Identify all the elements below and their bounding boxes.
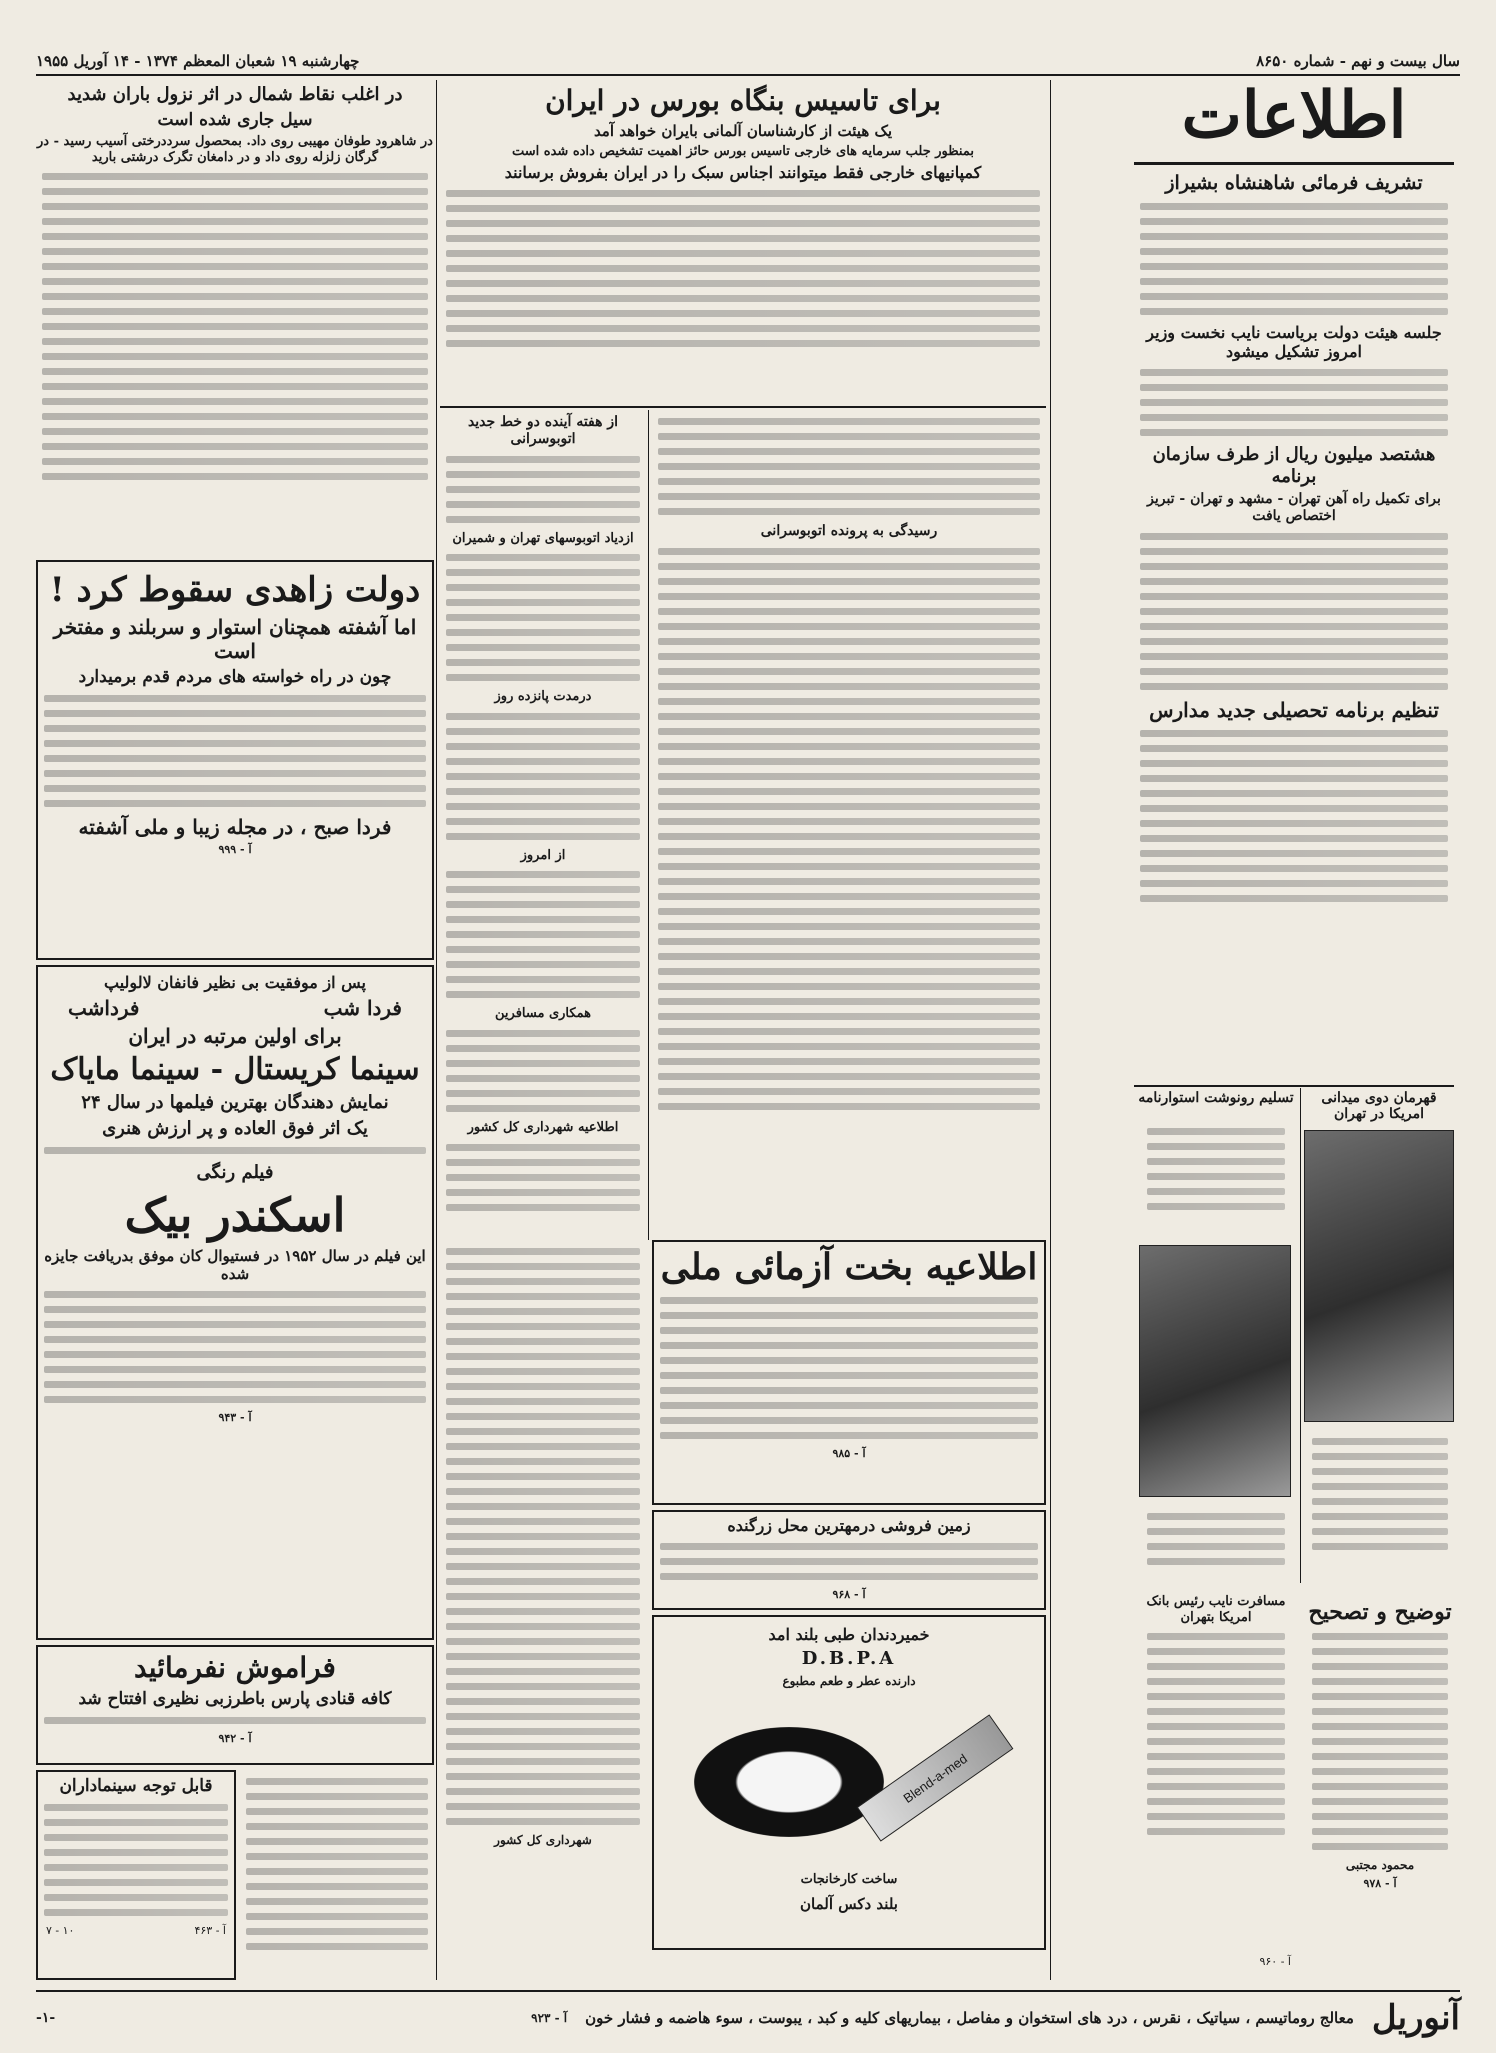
page-number: -۱- <box>36 2010 56 2026</box>
bourse-sub3: کمپانیهای خارجی فقط میتوانند اجناس سبک را در ایران بفروش برسانند <box>504 163 982 183</box>
cafe-ref: آ - ۹۴۲ <box>218 1731 252 1745</box>
toothpaste-ad <box>652 1615 1046 1950</box>
shahrdari-label: شهرداری کل کشور <box>494 1833 592 1847</box>
toothpaste-tube: Blend-a-med <box>857 1714 1014 1841</box>
cafe-ad <box>36 1645 434 1765</box>
footer-brand: آنوریل <box>1371 1998 1460 2038</box>
cinema-top: پس از موفقیت بی نظیر فانفان لالولیپ <box>104 973 366 992</box>
cinema-owners-title: قابل توجه سینماداران <box>59 1776 213 1796</box>
right-column-top <box>1134 168 1454 1088</box>
cinema-date-left: فرداشب <box>68 996 140 1021</box>
bourse-sub2: بمنظور جلب سرمایه های خارجی تاسیس بورس حائز اهمیت تشخیص داده شده است <box>511 143 974 159</box>
bourse-headline: برای تاسیس بنگاه بورس در ایران <box>545 84 941 117</box>
masthead-strip <box>36 50 1460 72</box>
correction-author: محمود مجتبی <box>1345 1858 1415 1873</box>
cinema-owners-ad <box>36 1770 236 1980</box>
bank-headline: مسافرت نایب رئیس بانک امریکا بتهران <box>1146 1594 1286 1625</box>
issue-date: چهارشنبه ۱۹ شعبان المعظم ۱۳۷۴ - ۱۴ آوریل ۱۹۵۵ <box>36 52 360 70</box>
rain-sub: سیل جاری شده است <box>157 109 313 130</box>
owners-ref: آ - ۴۶۳ <box>194 1924 226 1938</box>
smile-image <box>694 1727 884 1837</box>
correction-headline: توضیح و تصحیح <box>1308 1599 1452 1625</box>
bourse-sub1: یک هیئت از کارشناسان آلمانی بایران خواهد آمد <box>593 121 893 140</box>
cabinet-headline: جلسه هیئت دولت بریاست نایب نخست وزیر امروز تشکیل میشود <box>1146 322 1442 361</box>
ambassador-caption <box>1141 1505 1291 1585</box>
cinema-title: اسکندر بیک <box>124 1187 346 1242</box>
bourse-article <box>440 80 1046 405</box>
cinema-date-right: فردا شب <box>323 996 402 1021</box>
zahedi-sub: اما آشفته همچنان استوار و سربلند و مفتخر است <box>53 614 417 663</box>
cinema-line2: یک اثر فوق العاده و پر ارزش هنری <box>102 1117 368 1139</box>
lottery-headline: اطلاعیه بخت آزمائی ملی <box>660 1246 1038 1288</box>
land-ref: آ - ۹۶۸ <box>832 1588 866 1602</box>
toothpaste-brand: D.B.P.A <box>801 1648 897 1670</box>
shah-headline: تشریف فرمائی شاهنشاه بشیراز <box>1165 172 1423 194</box>
owners-ref2: ۱۰ - ۷ <box>46 1924 75 1938</box>
bus-sub2: ازدیاد اتوبوسهای تهران و شمیران <box>452 530 634 546</box>
bus-sub3: درمدت پانزده روز <box>494 689 592 705</box>
cinema-names: سینما کریستال - سینما مایاک <box>50 1052 420 1088</box>
bus-article-right <box>652 410 1046 1240</box>
athlete-caption <box>1306 1430 1454 1580</box>
bus-schedule <box>440 1240 646 1980</box>
cinema-ref: آ - ۹۴۳ <box>218 1411 252 1425</box>
lottery-notice <box>652 1240 1046 1505</box>
rain-article <box>36 80 434 555</box>
zahedi-ad <box>36 560 434 960</box>
budget-headline: هشتصد میلیون ریال از طرف سازمان برنامه <box>1152 444 1436 487</box>
cafe-title: فراموش نفرمائید <box>134 1651 336 1684</box>
correction-notice <box>1306 1595 1454 1980</box>
bus-sub6: اطلاعیه شهرداری کل کشور <box>467 1119 619 1135</box>
cinema-ad <box>36 965 434 1640</box>
footer-ad <box>36 1998 1460 2038</box>
zahedi-title: دولت زاهدی سقوط کرد ! <box>49 570 421 610</box>
credentials-text <box>1141 1120 1291 1235</box>
athlete-photo <box>1304 1130 1454 1422</box>
zahedi-ref: آ - ۹۹۹ <box>218 843 252 857</box>
correction-ref: آ - ۹۷۸ <box>1363 1876 1397 1890</box>
cinema-first: برای اولین مرتبه در ایران <box>128 1024 342 1049</box>
zahedi-sub2: چون در راه خواسته های مردم قدم برمیدارد <box>78 666 392 687</box>
cinema-dates <box>38 996 432 1020</box>
land-headline: زمین فروشی درمهترین محل زرگنده <box>727 1516 971 1535</box>
zahedi-foot: فردا صبح ، در مجله زیبا و ملی آشفته <box>78 815 392 840</box>
toothpaste-caption2: دارنده عطر و طعم مطبوع <box>782 1673 916 1688</box>
toothpaste-ref: آ - ۹۶۰ <box>1259 1955 1291 1968</box>
newspaper-logo: اطلاعات <box>1181 78 1407 153</box>
ambassador-photo <box>1139 1245 1291 1497</box>
toothpaste-maker2: بلند دکس آلمان <box>800 1895 898 1913</box>
bus-sub5: همکاری مسافرین <box>495 1006 591 1022</box>
left-bottom-text <box>240 1770 434 1980</box>
toothpaste-maker: ساخت کارخانجات <box>800 1872 898 1887</box>
bus-sub4: از امروز <box>520 847 566 863</box>
cinema-line: نمایش دهندگان بهترین فیلمها در سال ۲۴ <box>81 1092 389 1114</box>
land-notice <box>652 1510 1046 1610</box>
bus-headline: از هفته آینده دو خط جدید اتوبوسرانی <box>467 414 619 447</box>
cinema-owners-refs <box>38 1924 234 1937</box>
budget-subheadline: برای تکمیل راه آهن تهران - مشهد و تهران - تبریز اختصاص یافت <box>1147 491 1441 525</box>
schools-headline: تنظیم برنامه تحصیلی جدید مدارس <box>1149 697 1439 722</box>
rain-sub2: در شاهرود طوفان مهیبی روی داد. بمحصول سرددرختی آسیب رسید - در گرگان زلزله روی داد و در دامغان تگرک درشتی بارید <box>37 133 433 165</box>
footer-ref: آ - ۹۲۳ <box>531 2011 568 2025</box>
athlete-photo-title: قهرمان دوی میدانی امریکا در تهران <box>1321 1090 1437 1122</box>
lottery-ref: آ - ۹۸۵ <box>832 1447 866 1461</box>
toothpaste-caption: خمیردندان طبی بلند امد <box>768 1625 930 1644</box>
credentials-photo-title: تسلیم رونوشت استوارنامه <box>1138 1090 1294 1106</box>
rain-headline: در اغلب نقاط شمال در اثر نزول باران شدید <box>67 84 403 105</box>
cinema-line3: فیلم رنگی <box>196 1162 274 1184</box>
bus-article-left <box>440 410 646 1240</box>
bus-sub: رسیدگی به پرونده اتوبوسرانی <box>760 523 938 539</box>
issue-number: سال بیست و نهم - شماره ۸۶۵۰ <box>1256 52 1460 70</box>
cinema-award: این فیلم در سال ۱۹۵۲ در فستیوال کان موفق بدریافت جایزه شده <box>44 1247 426 1284</box>
footer-text: معالج روماتیسم ، سیاتیک ، نقرس ، درد های استخوان و مفاصل ، بیماریهای کلیه و کبد ، یبوست ، سوء هاضمه و فشار خون <box>585 2009 1354 2027</box>
cafe-sub: کافه قنادی پارس باطرزبی نظیری افتتاح شد <box>78 1688 392 1709</box>
bank-notice <box>1141 1590 1291 1950</box>
